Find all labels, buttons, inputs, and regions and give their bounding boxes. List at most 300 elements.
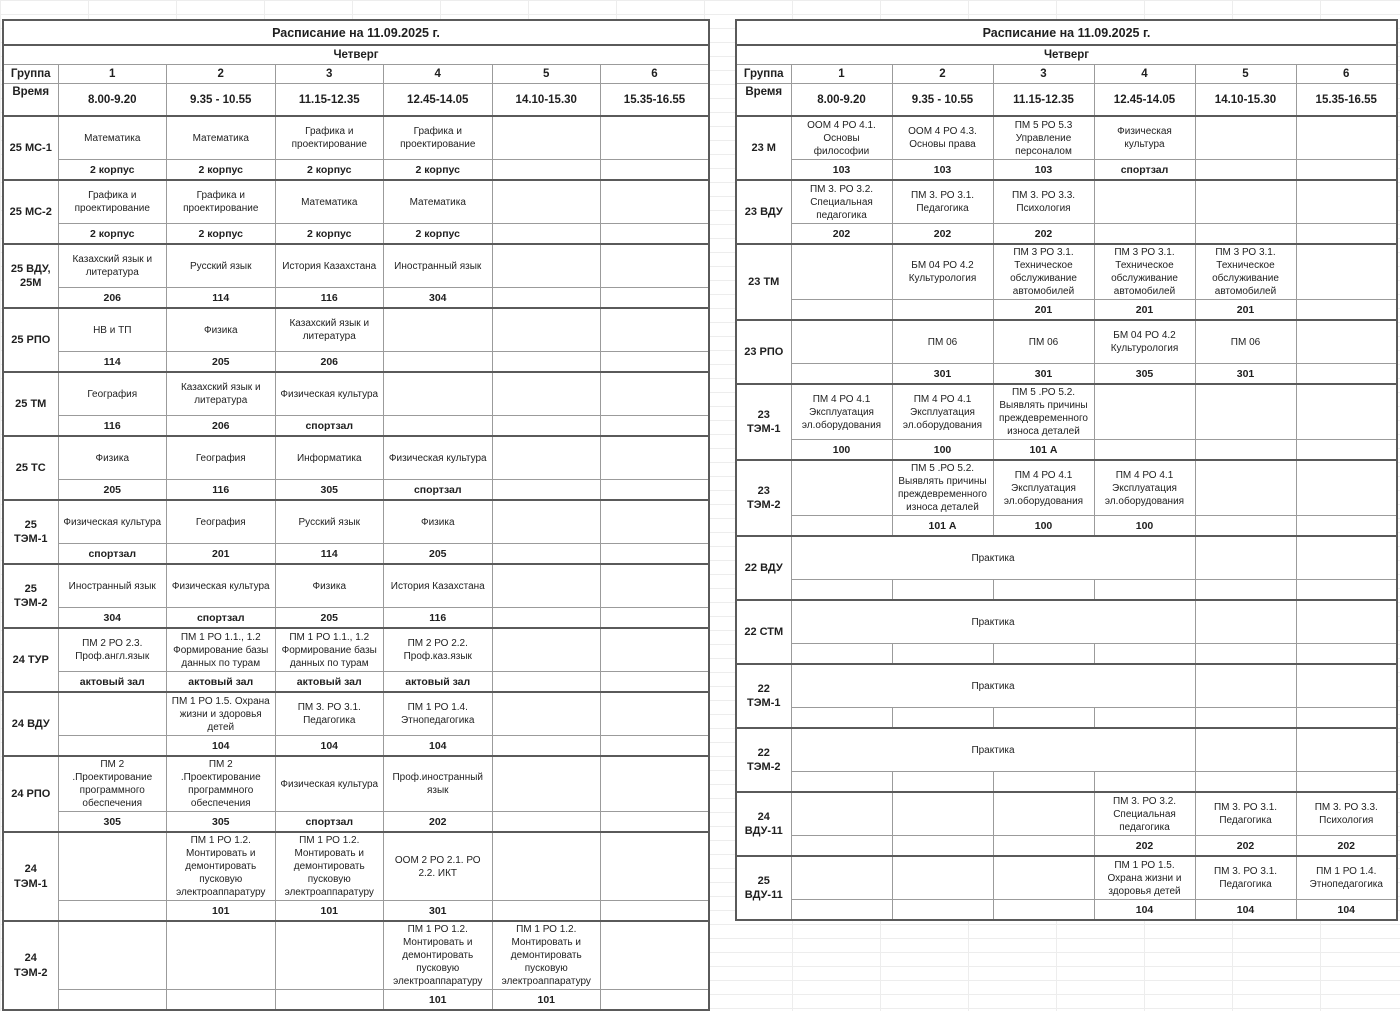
room-cell xyxy=(1296,440,1397,461)
group-label: 23 М xyxy=(736,116,791,180)
room-cell xyxy=(1296,224,1397,245)
room-cell xyxy=(791,580,892,601)
room-cell: 202 xyxy=(1094,836,1195,857)
room-cell xyxy=(492,608,601,629)
room-cell: 301 xyxy=(1195,364,1296,385)
room-cell xyxy=(1195,160,1296,181)
group-label: 23 ВДУ xyxy=(736,180,791,244)
practice-cell: Практика xyxy=(791,600,1195,644)
room-cell: 206 xyxy=(58,288,167,309)
subject-cell xyxy=(892,856,993,900)
room-cell: 205 xyxy=(275,608,384,629)
room-cell: 101 xyxy=(275,901,384,922)
time-slot: 15.35-16.55 xyxy=(1296,84,1397,117)
room-cell: 100 xyxy=(892,440,993,461)
room-cell: 305 xyxy=(1094,364,1195,385)
room-cell xyxy=(492,736,601,757)
subject-cell: ПМ 1 РО 1.5. Охрана жизни и здоровья детей xyxy=(167,692,276,736)
room-cell xyxy=(1296,708,1397,729)
subject-cell xyxy=(492,500,601,544)
room-cell: 304 xyxy=(58,608,167,629)
room-cell xyxy=(58,901,167,922)
room-cell: 104 xyxy=(1195,900,1296,921)
room-cell: 101 А xyxy=(892,516,993,537)
room-cell: актовый зал xyxy=(275,672,384,693)
room-cell: 100 xyxy=(791,440,892,461)
subject-cell: ПМ 2 .Проектирование программного обеспечения xyxy=(58,756,167,812)
subject-cell: ПМ 5 РО 5.3 Управление персоналом xyxy=(993,116,1094,160)
room-cell xyxy=(1195,440,1296,461)
room-cell: 104 xyxy=(1094,900,1195,921)
subject-cell: Графика и проектирование xyxy=(58,180,167,224)
subject-cell xyxy=(1094,180,1195,224)
subject-cell xyxy=(791,792,892,836)
room-cell: 103 xyxy=(892,160,993,181)
room-cell xyxy=(601,544,710,565)
room-cell: 2 корпус xyxy=(58,224,167,245)
room-cell xyxy=(791,644,892,665)
subject-cell: ПМ 1 РО 1.4. Этнопедагогика xyxy=(384,692,493,736)
room-cell xyxy=(601,901,710,922)
subject-cell: Графика и проектирование xyxy=(384,116,493,160)
subject-cell: Физика xyxy=(384,500,493,544)
subject-cell xyxy=(384,372,493,416)
room-cell xyxy=(58,736,167,757)
room-cell xyxy=(384,416,493,437)
practice-cell: Практика xyxy=(791,536,1195,580)
group-label: 23 ТЭМ-1 xyxy=(736,384,791,460)
room-cell: 205 xyxy=(167,352,276,373)
subject-cell: Физика xyxy=(275,564,384,608)
room-cell: 201 xyxy=(167,544,276,565)
subject-cell: ПМ 3 РО 3.1. Техническое обслуживание автомобилей xyxy=(993,244,1094,300)
lesson-number: 4 xyxy=(1094,65,1195,84)
subject-cell: ПМ 1 РО 1.2. Монтировать и демонтировать пусковую электроаппаратуру xyxy=(275,832,384,901)
room-cell: 104 xyxy=(384,736,493,757)
subject-cell: Казахский язык и литература xyxy=(58,244,167,288)
group-label: 23 ТЭМ-2 xyxy=(736,460,791,536)
day-label: Четверг xyxy=(3,45,709,65)
group-header: Группа xyxy=(736,65,791,84)
subject-cell xyxy=(1195,728,1296,772)
time-slot: 8.00-9.20 xyxy=(791,84,892,117)
room-cell: спортзал xyxy=(275,416,384,437)
room-cell: 304 xyxy=(384,288,493,309)
room-cell xyxy=(384,352,493,373)
subject-cell xyxy=(492,564,601,608)
subject-cell xyxy=(492,436,601,480)
room-cell: 116 xyxy=(275,288,384,309)
room-cell: 103 xyxy=(791,160,892,181)
subject-cell: Русский язык xyxy=(167,244,276,288)
room-cell: 206 xyxy=(275,352,384,373)
room-cell: 100 xyxy=(993,516,1094,537)
subject-cell xyxy=(601,436,710,480)
subject-cell xyxy=(601,308,710,352)
room-cell xyxy=(1195,224,1296,245)
room-cell xyxy=(1195,644,1296,665)
room-cell: 103 xyxy=(993,160,1094,181)
room-cell: 104 xyxy=(275,736,384,757)
room-cell xyxy=(601,160,710,181)
subject-cell: Казахский язык и литература xyxy=(275,308,384,352)
subject-cell xyxy=(1296,728,1397,772)
subject-cell xyxy=(1296,180,1397,224)
room-cell xyxy=(1195,708,1296,729)
room-cell: спортзал xyxy=(1094,160,1195,181)
subject-cell xyxy=(601,372,710,416)
subject-cell: Иностранный язык xyxy=(58,564,167,608)
room-cell: 201 xyxy=(1195,300,1296,321)
group-label: 22 ТЭМ-2 xyxy=(736,728,791,792)
room-cell: 202 xyxy=(1296,836,1397,857)
subject-cell xyxy=(1195,180,1296,224)
subject-cell xyxy=(1195,460,1296,516)
room-cell: 201 xyxy=(1094,300,1195,321)
room-cell: 2 корпус xyxy=(275,160,384,181)
practice-cell: Практика xyxy=(791,664,1195,708)
room-cell: 116 xyxy=(384,608,493,629)
subject-cell: ПМ 3. РО 3.2. Специальная педагогика xyxy=(1094,792,1195,836)
subject-cell: ПМ 4 РО 4.1 Эксплуатация эл.оборудования xyxy=(892,384,993,440)
subject-cell: Математика xyxy=(275,180,384,224)
room-cell xyxy=(492,672,601,693)
subject-cell: ПМ 06 xyxy=(993,320,1094,364)
subject-cell: ПМ 3 РО 3.1. Техническое обслуживание автомобилей xyxy=(1094,244,1195,300)
subject-cell xyxy=(601,692,710,736)
subject-cell: ПМ 3. РО 3.2. Специальная педагогика xyxy=(791,180,892,224)
subject-cell: Физическая культура xyxy=(167,564,276,608)
group-label: 25 ТЭМ-1 xyxy=(3,500,58,564)
subject-cell xyxy=(492,372,601,416)
room-cell: 202 xyxy=(384,812,493,833)
room-cell xyxy=(791,300,892,321)
room-cell: 101 А xyxy=(993,440,1094,461)
subject-cell: НВ и ТП xyxy=(58,308,167,352)
room-cell: 114 xyxy=(167,288,276,309)
subject-cell xyxy=(1296,116,1397,160)
subject-cell: ПМ 3. РО 3.1. Педагогика xyxy=(275,692,384,736)
room-cell: 116 xyxy=(58,416,167,437)
subject-cell: ПМ 1 РО 1.1., 1.2 Формирование базы данных по турам xyxy=(275,628,384,672)
time-slot: 12.45-14.05 xyxy=(1094,84,1195,117)
subject-cell xyxy=(601,756,710,812)
lesson-number: 2 xyxy=(892,65,993,84)
subject-cell: БМ 04 РО 4.2 Культурология xyxy=(892,244,993,300)
room-cell xyxy=(1296,516,1397,537)
subject-cell: ПМ 4 РО 4.1 Эксплуатация эл.оборудования xyxy=(791,384,892,440)
room-cell xyxy=(492,901,601,922)
room-cell: 2 корпус xyxy=(275,224,384,245)
subject-cell xyxy=(791,244,892,300)
subject-cell: Физическая культура xyxy=(1094,116,1195,160)
room-cell: 206 xyxy=(167,416,276,437)
room-cell: 101 xyxy=(167,901,276,922)
room-cell: 104 xyxy=(1296,900,1397,921)
time-slot: 12.45-14.05 xyxy=(384,84,493,117)
group-label: 24 РПО xyxy=(3,756,58,832)
room-cell xyxy=(1296,160,1397,181)
room-cell xyxy=(601,352,710,373)
room-cell xyxy=(601,224,710,245)
room-cell xyxy=(892,708,993,729)
subject-cell: География xyxy=(58,372,167,416)
room-cell xyxy=(1094,580,1195,601)
room-cell xyxy=(275,990,384,1011)
lesson-number: 1 xyxy=(791,65,892,84)
subject-cell xyxy=(1195,384,1296,440)
room-cell xyxy=(993,836,1094,857)
subject-cell: Проф.иностранный язык xyxy=(384,756,493,812)
subject-cell: ПМ 06 xyxy=(892,320,993,364)
time-slot: 11.15-12.35 xyxy=(275,84,384,117)
subject-cell xyxy=(791,460,892,516)
room-cell: спортзал xyxy=(58,544,167,565)
subject-cell xyxy=(492,832,601,901)
room-cell xyxy=(601,416,710,437)
group-label: 23 ТМ xyxy=(736,244,791,320)
time-slot: 9.35 - 10.55 xyxy=(892,84,993,117)
group-label: 22 ТЭМ-1 xyxy=(736,664,791,728)
room-cell: 116 xyxy=(167,480,276,501)
room-cell: 202 xyxy=(892,224,993,245)
subject-cell xyxy=(492,116,601,160)
subject-cell xyxy=(167,921,276,990)
room-cell xyxy=(791,708,892,729)
group-label: 24 ВДУ xyxy=(3,692,58,756)
subject-cell: Информатика xyxy=(275,436,384,480)
room-cell xyxy=(892,300,993,321)
room-cell xyxy=(892,836,993,857)
practice-cell: Практика xyxy=(791,728,1195,772)
room-cell xyxy=(993,644,1094,665)
room-cell xyxy=(791,900,892,921)
room-cell xyxy=(601,990,710,1011)
subject-cell: Русский язык xyxy=(275,500,384,544)
room-cell xyxy=(492,288,601,309)
subject-cell: Иностранный язык xyxy=(384,244,493,288)
subject-cell xyxy=(1195,116,1296,160)
room-cell xyxy=(892,644,993,665)
subject-cell: Физическая культура xyxy=(275,372,384,416)
room-cell xyxy=(492,480,601,501)
subject-cell: ПМ 3. РО 3.1. Педагогика xyxy=(1195,856,1296,900)
subject-cell xyxy=(492,244,601,288)
room-cell xyxy=(1094,708,1195,729)
room-cell xyxy=(492,416,601,437)
group-label: 24 ВДУ-11 xyxy=(736,792,791,856)
subject-cell xyxy=(993,792,1094,836)
group-label: 25 МС-1 xyxy=(3,116,58,180)
room-cell xyxy=(1296,300,1397,321)
subject-cell: География xyxy=(167,436,276,480)
lesson-number: 6 xyxy=(1296,65,1397,84)
subject-cell: Математика xyxy=(167,116,276,160)
lesson-number: 2 xyxy=(167,65,276,84)
room-cell: 202 xyxy=(993,224,1094,245)
room-cell: 2 корпус xyxy=(167,160,276,181)
subject-cell xyxy=(601,244,710,288)
subject-cell: ПМ 2 РО 2.2. Проф.каз.язык xyxy=(384,628,493,672)
lesson-number: 4 xyxy=(384,65,493,84)
room-cell xyxy=(1195,772,1296,793)
room-cell: 301 xyxy=(993,364,1094,385)
group-label: 25 ВДУ-11 xyxy=(736,856,791,920)
room-cell xyxy=(601,480,710,501)
subject-cell: ПМ 1 РО 1.2. Монтировать и демонтировать пусковую электроаппаратуру xyxy=(167,832,276,901)
subject-cell xyxy=(601,921,710,990)
subject-cell: Графика и проектирование xyxy=(275,116,384,160)
group-label: 25 ТС xyxy=(3,436,58,500)
room-cell: 305 xyxy=(275,480,384,501)
room-cell: 301 xyxy=(384,901,493,922)
subject-cell xyxy=(58,832,167,901)
group-label: 24 ТЭМ-2 xyxy=(3,921,58,1010)
subject-cell: ПМ 4 РО 4.1 Эксплуатация эл.оборудования xyxy=(1094,460,1195,516)
room-cell xyxy=(791,836,892,857)
room-cell: 100 xyxy=(1094,516,1195,537)
time-slot: 15.35-16.55 xyxy=(601,84,710,117)
subject-cell: ПМ 06 xyxy=(1195,320,1296,364)
subject-cell xyxy=(1296,244,1397,300)
room-cell: 114 xyxy=(275,544,384,565)
subject-cell: ПМ 1 РО 1.1., 1.2 Формирование базы данных по турам xyxy=(167,628,276,672)
room-cell: 305 xyxy=(167,812,276,833)
room-cell: 101 xyxy=(492,990,601,1011)
schedule-table-left xyxy=(2,19,710,1011)
room-cell xyxy=(601,672,710,693)
subject-cell: Казахский язык и литература xyxy=(167,372,276,416)
subject-cell xyxy=(1296,536,1397,580)
room-cell xyxy=(1195,516,1296,537)
subject-cell xyxy=(1094,384,1195,440)
subject-cell xyxy=(384,308,493,352)
room-cell xyxy=(1094,772,1195,793)
room-cell: 202 xyxy=(791,224,892,245)
room-cell: 2 корпус xyxy=(384,160,493,181)
room-cell: 101 xyxy=(384,990,493,1011)
room-cell: 301 xyxy=(892,364,993,385)
subject-cell xyxy=(1296,600,1397,644)
day-label: Четверг xyxy=(736,45,1397,65)
subject-cell xyxy=(492,628,601,672)
subject-cell: ПМ 3. РО 3.1. Педагогика xyxy=(1195,792,1296,836)
subject-cell: ПМ 5 .РО 5.2. Выявлять причины преждевременного износа деталей xyxy=(892,460,993,516)
subject-cell: Физическая культура xyxy=(384,436,493,480)
schedule-table-right xyxy=(735,19,1398,921)
room-cell xyxy=(1195,580,1296,601)
room-cell xyxy=(1094,440,1195,461)
room-cell xyxy=(58,990,167,1011)
subject-cell xyxy=(1195,664,1296,708)
room-cell: 104 xyxy=(167,736,276,757)
lesson-number: 1 xyxy=(58,65,167,84)
subject-cell: Физика xyxy=(167,308,276,352)
time-slot: 14.10-15.30 xyxy=(492,84,601,117)
time-header: Время xyxy=(3,84,58,117)
subject-cell xyxy=(1195,600,1296,644)
room-cell xyxy=(993,580,1094,601)
subject-cell xyxy=(791,856,892,900)
subject-cell: География xyxy=(167,500,276,544)
room-cell: 205 xyxy=(384,544,493,565)
subject-cell: ПМ 1 РО 1.2. Монтировать и демонтировать пусковую электроаппаратуру xyxy=(384,921,493,990)
subject-cell: ПМ 3 РО 3.1. Техническое обслуживание автомобилей xyxy=(1195,244,1296,300)
room-cell: актовый зал xyxy=(167,672,276,693)
subject-cell: ООМ 4 РО 4.1. Основы философии xyxy=(791,116,892,160)
subject-cell xyxy=(601,116,710,160)
subject-cell: ПМ 2 РО 2.3. Проф.англ.язык xyxy=(58,628,167,672)
subject-cell xyxy=(492,756,601,812)
lesson-number: 3 xyxy=(993,65,1094,84)
room-cell xyxy=(1094,224,1195,245)
subject-cell: ПМ 1 РО 1.4. Этнопедагогика xyxy=(1296,856,1397,900)
room-cell: 305 xyxy=(58,812,167,833)
group-label: 24 ТУР xyxy=(3,628,58,692)
subject-cell: Физика xyxy=(58,436,167,480)
group-label: 22 СТМ xyxy=(736,600,791,664)
lesson-number: 5 xyxy=(492,65,601,84)
room-cell xyxy=(492,160,601,181)
subject-cell xyxy=(601,628,710,672)
room-cell: 201 xyxy=(993,300,1094,321)
room-cell xyxy=(791,364,892,385)
room-cell xyxy=(601,608,710,629)
group-label: 25 ТМ xyxy=(3,372,58,436)
room-cell xyxy=(892,900,993,921)
room-cell: 202 xyxy=(1195,836,1296,857)
room-cell xyxy=(1296,772,1397,793)
subject-cell: ПМ 2 .Проектирование программного обеспечения xyxy=(167,756,276,812)
time-header: Время xyxy=(736,84,791,117)
subject-cell: ПМ 1 РО 1.2. Монтировать и демонтировать пусковую электроаппаратуру xyxy=(492,921,601,990)
group-label: 25 МС-2 xyxy=(3,180,58,244)
time-slot: 11.15-12.35 xyxy=(993,84,1094,117)
room-cell: спортзал xyxy=(384,480,493,501)
room-cell xyxy=(167,990,276,1011)
subject-cell: ПМ 4 РО 4.1 Эксплуатация эл.оборудования xyxy=(993,460,1094,516)
subject-cell xyxy=(892,792,993,836)
subject-cell: ПМ 3. РО 3.1. Педагогика xyxy=(892,180,993,224)
lesson-number: 6 xyxy=(601,65,710,84)
group-label: 25 РПО xyxy=(3,308,58,372)
room-cell xyxy=(993,708,1094,729)
room-cell xyxy=(492,224,601,245)
room-cell xyxy=(892,772,993,793)
subject-cell xyxy=(993,856,1094,900)
subject-cell: ПМ 1 РО 1.5. Охрана жизни и здоровья детей xyxy=(1094,856,1195,900)
lesson-number: 3 xyxy=(275,65,384,84)
subject-cell: Математика xyxy=(384,180,493,224)
room-cell xyxy=(492,352,601,373)
room-cell xyxy=(492,812,601,833)
room-cell: 2 корпус xyxy=(384,224,493,245)
room-cell xyxy=(993,900,1094,921)
room-cell xyxy=(892,580,993,601)
group-label: 25 ТЭМ-2 xyxy=(3,564,58,628)
subject-cell xyxy=(601,500,710,544)
subject-cell xyxy=(58,921,167,990)
group-label: 23 РПО xyxy=(736,320,791,384)
subject-cell xyxy=(601,832,710,901)
room-cell xyxy=(1296,364,1397,385)
room-cell xyxy=(601,812,710,833)
group-label: 24 ТЭМ-1 xyxy=(3,832,58,921)
room-cell: 2 корпус xyxy=(58,160,167,181)
subject-cell: БМ 04 РО 4.2 Культурология xyxy=(1094,320,1195,364)
room-cell xyxy=(601,288,710,309)
room-cell xyxy=(993,772,1094,793)
